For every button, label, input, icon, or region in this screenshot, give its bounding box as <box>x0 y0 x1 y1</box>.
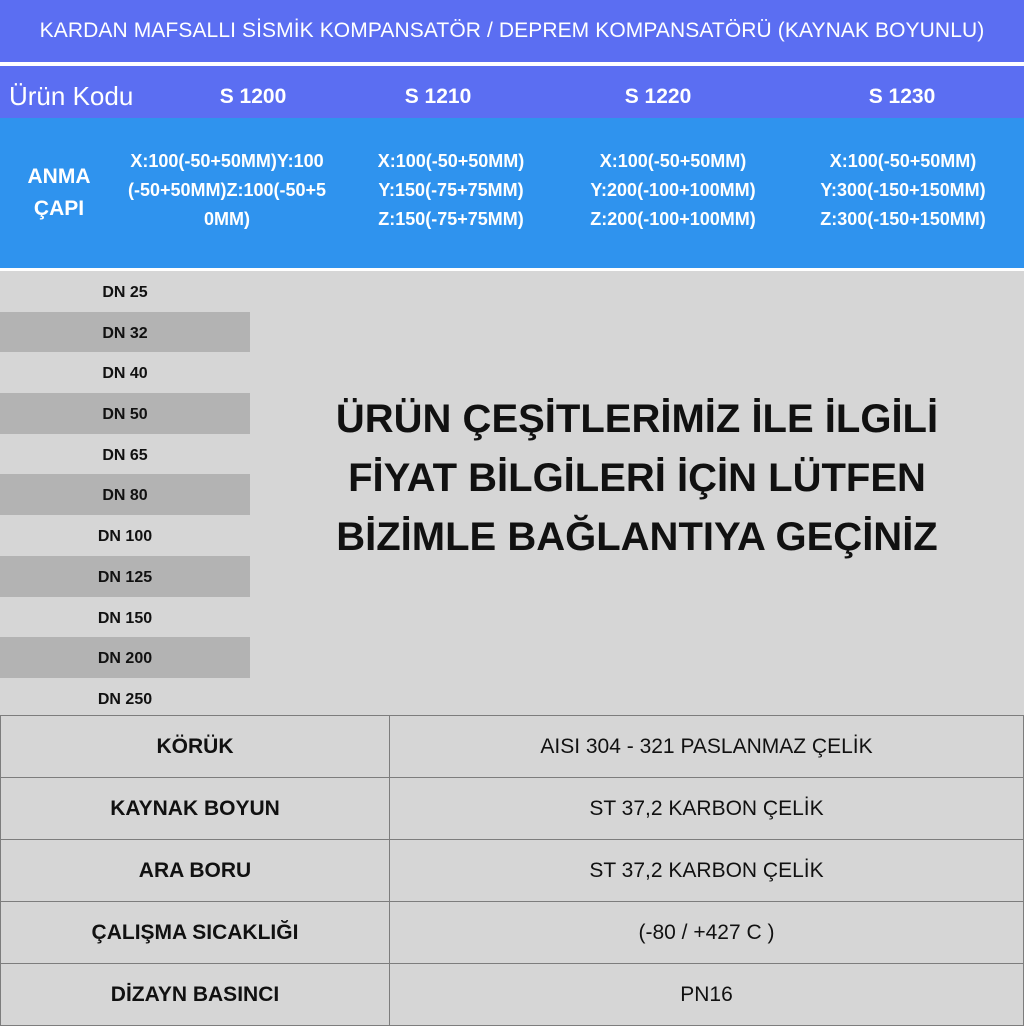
product-code-row <box>0 66 1024 118</box>
movement-y: Y:150(-75+75MM) <box>378 180 524 200</box>
movement-z: Z:300(-150+150MM) <box>820 209 986 229</box>
product-code-s1220: S 1220 <box>624 85 692 108</box>
dn-size-item: DN 125 <box>0 556 250 597</box>
movement-spec-row <box>0 118 1024 268</box>
movement-y: Y:200(-100+100MM) <box>590 180 756 200</box>
material-value: (-80 / +427 C ) <box>390 902 1024 964</box>
movement-spec-s1200 <box>125 147 330 234</box>
dn-size-item: DN 200 <box>0 637 250 678</box>
movement-spec-text: X:100(-50+50MM)Y:100(-50+50MM)Z:100(-50+50MM) <box>127 151 327 229</box>
table-row <box>1 778 1024 840</box>
dn-size-item: DN 65 <box>102 446 148 464</box>
dn-size-list <box>0 271 250 719</box>
material-value: AISI 304 - 321 PASLANMAZ ÇELİK <box>390 716 1024 778</box>
dn-size-item: DN 80 <box>0 474 250 515</box>
material-label: ARA BORU <box>1 840 390 902</box>
movement-spec-s1210 <box>341 147 561 234</box>
material-value: ST 37,2 KARBON ÇELİK <box>390 778 1024 840</box>
material-label: ÇALIŞMA SICAKLIĞI <box>1 902 390 964</box>
product-code-label: Ürün Kodu <box>9 81 134 111</box>
dn-size-item: DN 100 <box>97 528 153 546</box>
product-code-s1210: S 1210 <box>404 85 472 108</box>
material-label: DİZAYN BASINCI <box>1 964 390 1026</box>
dn-size-item: DN 250 <box>97 690 153 708</box>
movement-spec-s1230 <box>793 147 1013 234</box>
material-value: PN16 <box>390 964 1024 1026</box>
movement-z: Z:200(-100+100MM) <box>590 209 756 229</box>
dn-size-item: DN 25 <box>102 284 148 301</box>
movement-y: Y:300(-150+150MM) <box>820 180 986 200</box>
dn-size-item: DN 40 <box>102 365 148 383</box>
movement-spec-s1220 <box>563 147 783 234</box>
contact-message <box>250 390 1024 567</box>
page-title: KARDAN MAFSALLI SİSMİK KOMPANSATÖR / DEPREM KOMPANSATÖRÜ (KAYNAK BOYUNLU) <box>0 0 1024 62</box>
movement-z: Z:150(-75+75MM) <box>378 209 524 229</box>
contact-line: FİYAT BİLGİLERİ İÇİN LÜTFEN <box>348 456 926 500</box>
product-code-s1200: S 1200 <box>219 85 287 108</box>
nominal-diameter-label: ANMA ÇAPI <box>27 165 91 220</box>
material-label: KÖRÜK <box>1 716 390 778</box>
dn-size-item: DN 32 <box>0 312 250 353</box>
contact-line: ÜRÜN ÇEŞİTLERİMİZ İLE İLGİLİ <box>335 397 939 441</box>
contact-line: BİZİMLE BAĞLANTIYA GEÇİNİZ <box>336 515 938 559</box>
table-row <box>1 840 1024 902</box>
table-row <box>1 964 1024 1026</box>
movement-x: X:100(-50+50MM) <box>829 151 977 171</box>
material-value: ST 37,2 KARBON ÇELİK <box>390 840 1024 902</box>
product-code-s1230: S 1230 <box>868 85 936 108</box>
movement-x: X:100(-50+50MM) <box>377 151 525 171</box>
dn-size-item: DN 150 <box>97 609 153 627</box>
materials-table <box>0 715 1024 1026</box>
movement-x: X:100(-50+50MM) <box>599 151 747 171</box>
dn-size-item: DN 50 <box>0 393 250 434</box>
table-row <box>1 716 1024 778</box>
material-label: KAYNAK BOYUN <box>1 778 390 840</box>
table-row <box>1 902 1024 964</box>
